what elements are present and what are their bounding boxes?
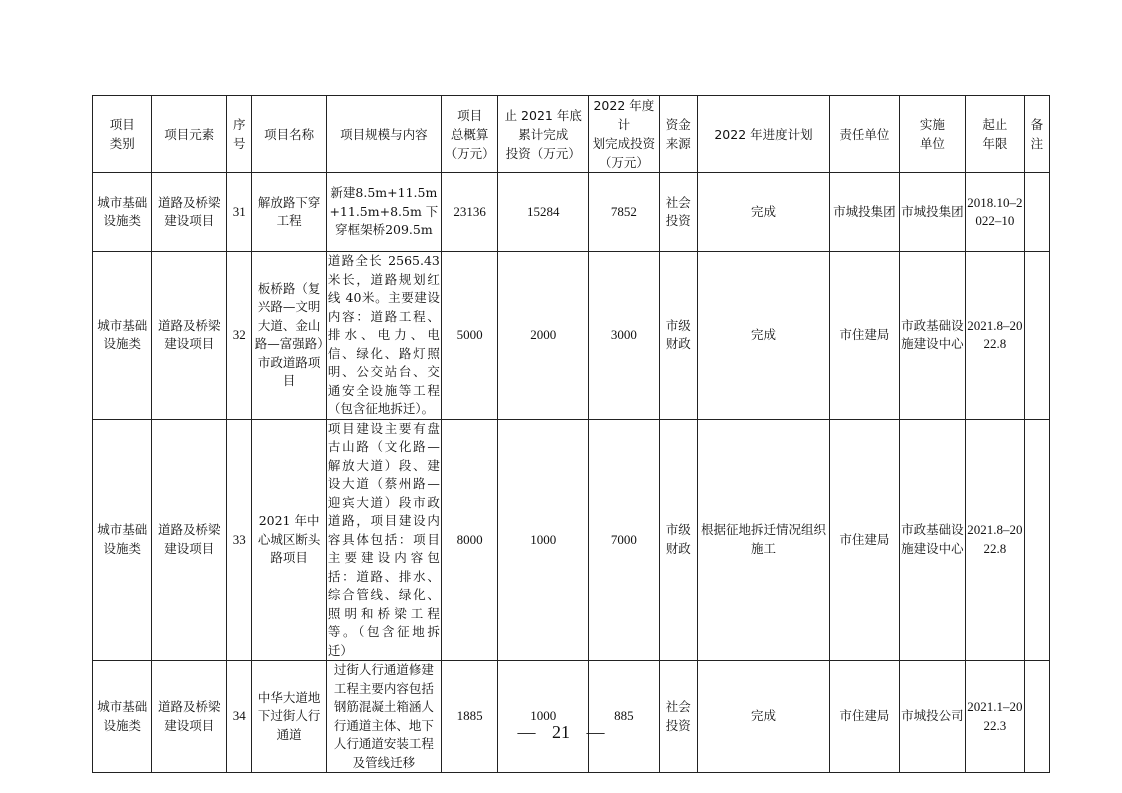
project-table-container xyxy=(92,95,1050,773)
cell-impl: 市城投公司 xyxy=(899,661,966,773)
cell-resp: 市住建局 xyxy=(830,252,900,420)
header-resp: 责任单位 xyxy=(830,96,900,173)
header-period: 起止 年限 xyxy=(966,96,1024,173)
table-row xyxy=(93,252,1050,420)
cell-resp: 市住建局 xyxy=(830,661,900,773)
cell-category: 城市基础设施类 xyxy=(93,661,152,773)
header-plan-2022: 2022 年度计 划完成投资 （万元） xyxy=(589,96,660,173)
cell-done-2021: 2000 xyxy=(498,252,589,420)
cell-impl: 市政基础设施建设中心 xyxy=(899,419,966,661)
cell-scope: 道路全长 2565.43 米长，道路规划红线 40米。主要建设内容：道路工程、排水、电力、电信、绿化、路灯照明、公交站台、交通安全设施等工程（包含征地拆迁）。 xyxy=(326,252,441,420)
cell-name: 2021 年中心城区断头路项目 xyxy=(252,419,327,661)
cell-name: 解放路下穿工程 xyxy=(252,173,327,252)
cell-plan-2022: 885 xyxy=(589,661,660,773)
cell-element: 道路及桥梁建设项目 xyxy=(152,173,227,252)
project-table xyxy=(92,95,1050,773)
cell-element: 道路及桥梁建设项目 xyxy=(152,419,227,661)
cell-name: 板桥路（复兴路—文明大道、金山路—富强路）市政道路项目 xyxy=(252,252,327,420)
header-scope: 项目规模与内容 xyxy=(326,96,441,173)
cell-note xyxy=(1024,173,1049,252)
cell-done-2021: 15284 xyxy=(498,173,589,252)
cell-total: 5000 xyxy=(441,252,497,420)
cell-note xyxy=(1024,252,1049,420)
cell-total: 8000 xyxy=(441,419,497,661)
cell-fund: 市级财政 xyxy=(659,419,697,661)
cell-impl: 市政基础设施建设中心 xyxy=(899,252,966,420)
cell-category: 城市基础设施类 xyxy=(93,252,152,420)
cell-resp: 市住建局 xyxy=(830,419,900,661)
header-element: 项目元素 xyxy=(152,96,227,173)
cell-no: 32 xyxy=(227,252,252,420)
cell-scope: 新建8.5m+11.5m+11.5m+8.5m 下穿框架桥209.5m xyxy=(326,173,441,252)
cell-period: 2021.8–2022.8 xyxy=(966,419,1024,661)
cell-done-2021: 1000 xyxy=(498,661,589,773)
table-header-row xyxy=(93,96,1050,173)
page-number: 21 xyxy=(552,722,570,742)
footer-dash-left: — xyxy=(517,722,536,742)
cell-fund: 社会投资 xyxy=(659,661,697,773)
cell-progress: 根据征地拆迁情况组织施工 xyxy=(697,419,829,661)
header-name: 项目名称 xyxy=(252,96,327,173)
header-total: 项目 总概算 （万元） xyxy=(441,96,497,173)
header-category: 项目 类别 xyxy=(93,96,152,173)
cell-progress: 完成 xyxy=(697,173,829,252)
table-row xyxy=(93,661,1050,773)
cell-total: 23136 xyxy=(441,173,497,252)
header-no: 序号 xyxy=(227,96,252,173)
cell-period: 2021.1–2022.3 xyxy=(966,661,1024,773)
page-footer xyxy=(0,722,1122,743)
cell-progress: 完成 xyxy=(697,661,829,773)
footer-dash-right: — xyxy=(586,722,605,742)
cell-name: 中华大道地下过街人行通道 xyxy=(252,661,327,773)
table-row xyxy=(93,419,1050,661)
header-note: 备 注 xyxy=(1024,96,1049,173)
cell-category: 城市基础设施类 xyxy=(93,419,152,661)
cell-no: 31 xyxy=(227,173,252,252)
header-done-2021: 止 2021 年底 累计完成 投资（万元） xyxy=(498,96,589,173)
cell-note xyxy=(1024,661,1049,773)
cell-element: 道路及桥梁建设项目 xyxy=(152,661,227,773)
header-fund: 资金 来源 xyxy=(659,96,697,173)
header-progress: 2022 年进度计划 xyxy=(697,96,829,173)
cell-element: 道路及桥梁建设项目 xyxy=(152,252,227,420)
cell-resp: 市城投集团 xyxy=(830,173,900,252)
cell-fund: 市级财政 xyxy=(659,252,697,420)
cell-plan-2022: 3000 xyxy=(589,252,660,420)
cell-progress: 完成 xyxy=(697,252,829,420)
cell-scope: 过街人行通道修建工程主要内容包括钢筋混凝土箱涵人行通道主体、地下人行通道安装工程及管线迁移 xyxy=(326,661,441,773)
cell-impl: 市城投集团 xyxy=(899,173,966,252)
cell-total: 1885 xyxy=(441,661,497,773)
cell-no: 34 xyxy=(227,661,252,773)
header-impl: 实施 单位 xyxy=(899,96,966,173)
cell-plan-2022: 7852 xyxy=(589,173,660,252)
cell-period: 2021.8–2022.8 xyxy=(966,252,1024,420)
cell-done-2021: 1000 xyxy=(498,419,589,661)
cell-category: 城市基础设施类 xyxy=(93,173,152,252)
table-row xyxy=(93,173,1050,252)
cell-period: 2018.10–2022–10 xyxy=(966,173,1024,252)
cell-scope: 项目建设主要有盘古山路（文化路—解放大道）段、建设大道（蔡州路—迎宾大道）段市政道路，项目建设内容具体包括：项目主要建设内容包括：道路、排水、综合管线、绿化、照明和桥梁工程等。（包含征地拆迁） xyxy=(326,419,441,661)
cell-fund: 社会投资 xyxy=(659,173,697,252)
cell-note xyxy=(1024,419,1049,661)
cell-no: 33 xyxy=(227,419,252,661)
cell-plan-2022: 7000 xyxy=(589,419,660,661)
